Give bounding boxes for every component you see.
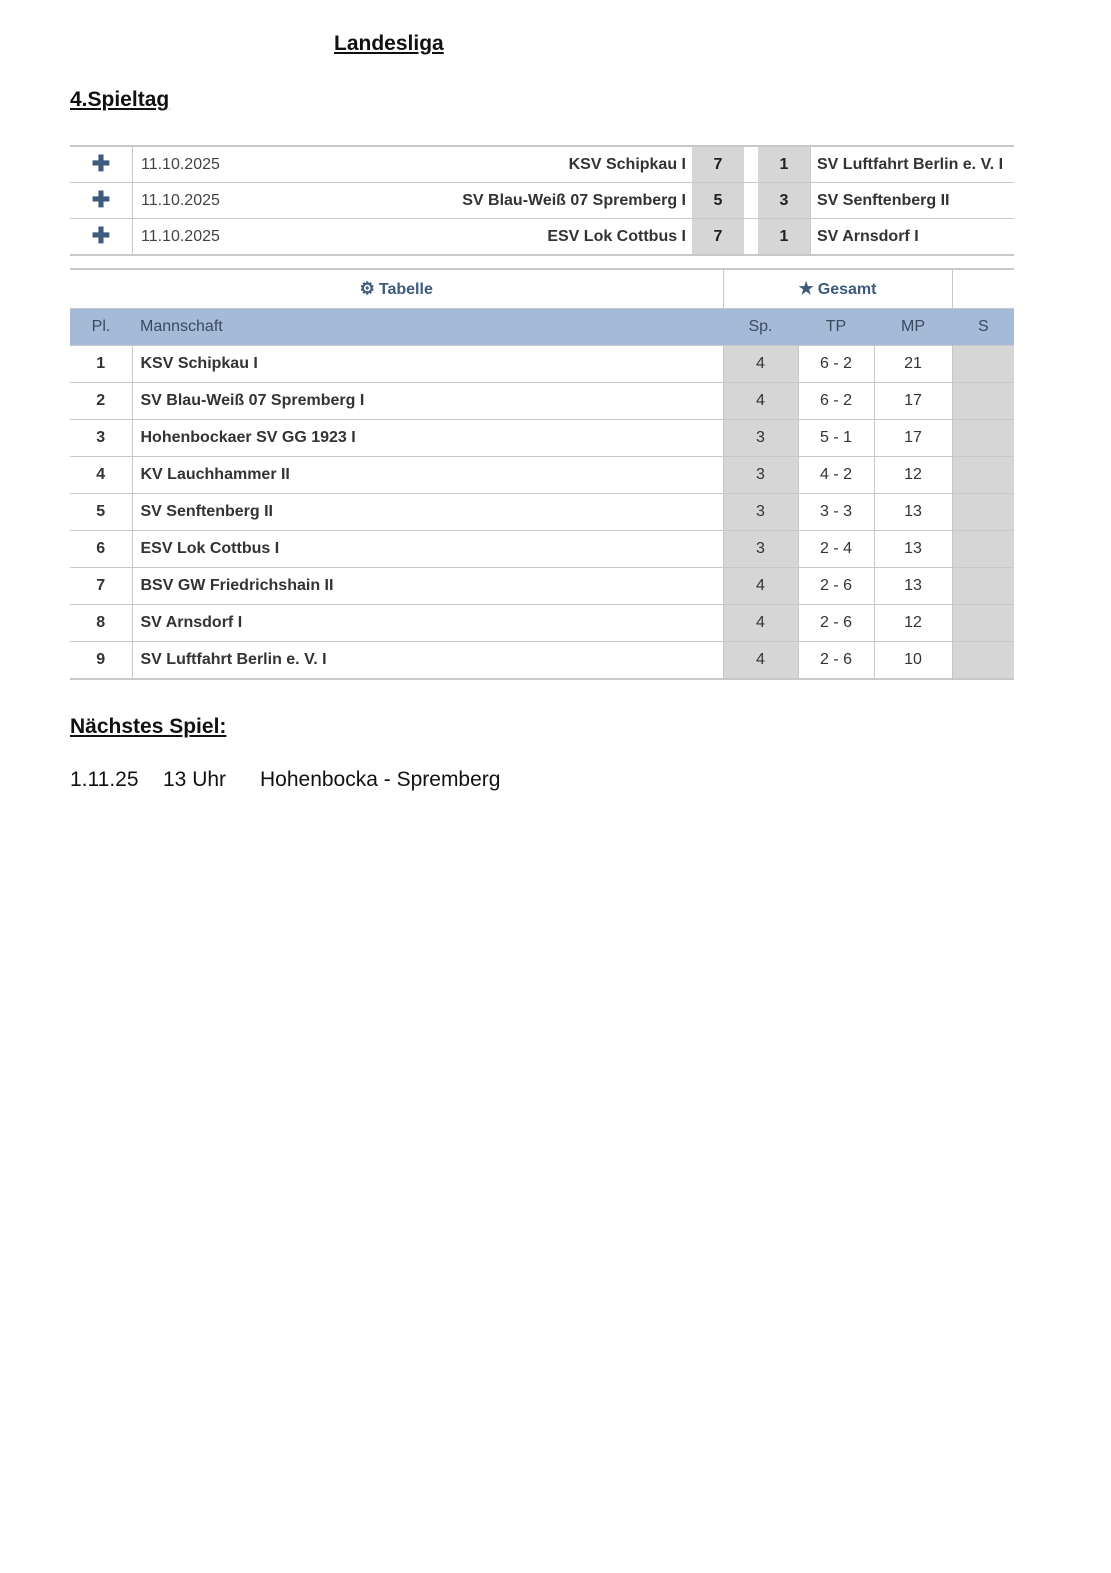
matchday-title: 4.Spieltag (70, 88, 170, 111)
table-row (70, 642, 1014, 680)
row-place: 8 (70, 605, 132, 642)
table-row (70, 568, 1014, 605)
next-game-title: Nächstes Spiel: (70, 715, 227, 738)
standings-caption-label: Tabelle (378, 281, 433, 298)
row-place: 1 (70, 346, 132, 383)
header-team[interactable]: Mannschaft (132, 309, 723, 346)
result-home-score: 7 (692, 219, 744, 256)
row-games: 4 (723, 346, 798, 383)
result-row (70, 146, 1014, 183)
standings-caption-row (70, 269, 1014, 309)
row-tp: 2 - 6 (798, 642, 874, 680)
row-team[interactable]: Hohenbockaer SV GG 1923 I (132, 420, 723, 457)
row-tp: 6 - 2 (798, 383, 874, 420)
row-mp: 10 (874, 642, 952, 680)
table-row (70, 494, 1014, 531)
row-team[interactable]: SV Blau-Weiß 07 Spremberg I (132, 383, 723, 420)
row-place: 2 (70, 383, 132, 420)
row-team[interactable]: BSV GW Friedrichshain II (132, 568, 723, 605)
row-tp: 6 - 2 (798, 346, 874, 383)
row-s-cut (952, 346, 1014, 383)
row-team[interactable]: KSV Schipkau I (132, 346, 723, 383)
row-mp: 17 (874, 420, 952, 457)
row-s-cut (952, 494, 1014, 531)
row-s-cut (952, 457, 1014, 494)
row-games: 3 (723, 420, 798, 457)
gear-icon: ⚙ (359, 279, 375, 298)
row-mp: 21 (874, 346, 952, 383)
expand-cell[interactable] (70, 219, 133, 256)
row-tp: 4 - 2 (798, 457, 874, 494)
row-mp: 12 (874, 605, 952, 642)
score-gap (744, 146, 758, 183)
standings-caption (70, 269, 723, 309)
star-icon: ★ (798, 279, 814, 298)
expand-cell[interactable] (70, 146, 133, 183)
row-games: 4 (723, 568, 798, 605)
row-s-cut (952, 420, 1014, 457)
row-team[interactable]: ESV Lok Cottbus I (132, 531, 723, 568)
row-tp: 3 - 3 (798, 494, 874, 531)
plus-icon[interactable]: ✚ (91, 187, 111, 212)
result-away-team[interactable]: SV Senftenberg II (811, 183, 1015, 219)
caption-spacer (952, 269, 1014, 309)
result-away-team[interactable]: SV Luftfahrt Berlin e. V. I (811, 146, 1015, 183)
standings-header-row (70, 309, 1014, 346)
plus-icon[interactable]: ✚ (91, 223, 111, 248)
row-s-cut (952, 531, 1014, 568)
row-place: 6 (70, 531, 132, 568)
row-place: 7 (70, 568, 132, 605)
header-mp[interactable]: MP (874, 309, 952, 346)
table-row (70, 605, 1014, 642)
next-game-date: 1.11.25 (70, 768, 139, 791)
result-date: 11.10.2025 (133, 146, 292, 183)
row-mp: 13 (874, 494, 952, 531)
result-away-score: 1 (758, 146, 811, 183)
result-away-score: 3 (758, 183, 811, 219)
result-row (70, 219, 1014, 256)
row-team[interactable]: SV Senftenberg II (132, 494, 723, 531)
score-gap (744, 219, 758, 256)
next-game-line (70, 768, 500, 792)
result-home-team[interactable]: SV Blau-Weiß 07 Spremberg I (291, 183, 692, 219)
total-caption-label: Gesamt (817, 281, 877, 298)
row-games: 3 (723, 494, 798, 531)
row-mp: 17 (874, 383, 952, 420)
row-team[interactable]: SV Arnsdorf I (132, 605, 723, 642)
results-table (70, 145, 1014, 256)
next-game-match: Hohenbocka - Spremberg (260, 768, 501, 791)
result-away-score: 1 (758, 219, 811, 256)
row-tp: 5 - 1 (798, 420, 874, 457)
row-s-cut (952, 383, 1014, 420)
row-tp: 2 - 6 (798, 605, 874, 642)
row-tp: 2 - 6 (798, 568, 874, 605)
result-home-team[interactable]: ESV Lok Cottbus I (291, 219, 692, 256)
row-mp: 13 (874, 531, 952, 568)
row-s-cut (952, 605, 1014, 642)
result-date: 11.10.2025 (133, 219, 292, 256)
row-s-cut (952, 568, 1014, 605)
document-title: Landesliga (334, 32, 444, 55)
row-mp: 12 (874, 457, 952, 494)
header-games[interactable]: Sp. (723, 309, 798, 346)
plus-icon[interactable]: ✚ (91, 151, 111, 176)
row-team[interactable]: SV Luftfahrt Berlin e. V. I (132, 642, 723, 680)
header-tp[interactable]: TP (798, 309, 874, 346)
result-home-score: 7 (692, 146, 744, 183)
standings-table (70, 268, 1014, 680)
row-games: 4 (723, 642, 798, 680)
expand-cell[interactable] (70, 183, 133, 219)
row-games: 3 (723, 531, 798, 568)
table-row (70, 383, 1014, 420)
row-games: 4 (723, 383, 798, 420)
row-games: 3 (723, 457, 798, 494)
total-caption[interactable] (723, 269, 952, 309)
table-row (70, 457, 1014, 494)
next-game-time: 13 Uhr (163, 768, 227, 791)
result-date: 11.10.2025 (133, 183, 292, 219)
row-s-cut (952, 642, 1014, 680)
result-away-team[interactable]: SV Arnsdorf I (811, 219, 1015, 256)
header-s[interactable]: S (952, 309, 1014, 346)
table-row (70, 420, 1014, 457)
row-place: 4 (70, 457, 132, 494)
header-place[interactable]: Pl. (70, 309, 132, 346)
row-tp: 2 - 4 (798, 531, 874, 568)
result-row (70, 183, 1014, 219)
table-row (70, 531, 1014, 568)
score-gap (744, 183, 758, 219)
table-row (70, 346, 1014, 383)
result-home-team[interactable]: KSV Schipkau I (291, 146, 692, 183)
row-games: 4 (723, 605, 798, 642)
row-place: 9 (70, 642, 132, 680)
row-place: 3 (70, 420, 132, 457)
row-team[interactable]: KV Lauchhammer II (132, 457, 723, 494)
result-home-score: 5 (692, 183, 744, 219)
row-mp: 13 (874, 568, 952, 605)
row-place: 5 (70, 494, 132, 531)
